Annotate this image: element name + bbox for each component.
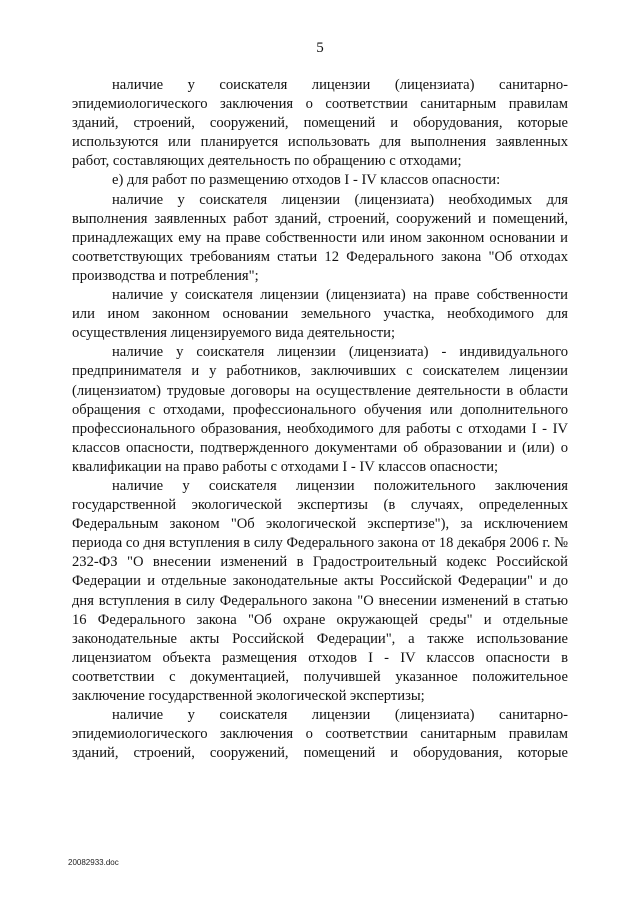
paragraph-item-e-heading: е) для работ по размещению отходов I - IV классов опасности: xyxy=(112,172,501,189)
paragraph-land-plot: наличие у соискателя лицензии (лицензиата) на праве собственности или ином законном основании земельного участка, необходимого для осуществления лицензируемого вида деятельности; xyxy=(72,287,568,342)
document-body xyxy=(72,76,568,763)
footer-filename: 20082933.doc xyxy=(68,858,119,867)
paragraph-sanitary-conclusion: наличие у соискателя лицензии (лицензиата) санитарно-эпидемиологического заключения о соответствии санитарным правилам зданий, строений, сооружений, помещений и оборудования, которые используются или планируется использовать для выполнения заявленных работ, составляющих деятельность по обращению с отходами; xyxy=(72,77,568,170)
paragraph-buildings: наличие у соискателя лицензии (лицензиата) необходимых для выполнения заявленных работ зданий, строений, сооружений и помещений, принадлежащих ему на праве собственности или ином законном основании и соответствующих требованиям статьи 12 Федерального закона "Об отходах производства и потребления"; xyxy=(72,191,568,284)
page-number: 5 xyxy=(316,40,324,56)
paragraph-staff-training: наличие у соискателя лицензии (лицензиата) - индивидуального предпринимателя и у работников, заключивших с соискателем лицензии (лицензиатом) трудовые договоры на осуществление деятельности в области обращения с отходами, профессионального обучения или дополнительного профессионального образования, необходимого для работы с отходами I - IV классов опасности, подтвержденного документами об образовании и (или) о квалификации на право работы с отходами I - IV классов опасности; xyxy=(72,344,568,475)
paragraph-ecological-expertise: наличие у соискателя лицензии положительного заключения государственной экологической экспертизы (в случаях, определенных Федеральным законом "Об экологической экспертизе"), за исключением периода со дня вступления в силу Федерального закона от 18 декабря 2006 г. № 232-ФЗ "О внесении изменений в Градостроительный кодекс Российской Федерации и отдельные законодательные акты Российской Федерации" и до дня вступления в силу Федерального закона "О внесении изменений в статью 16 Федерального закона "Об охране окружающей среды" и отдельные законодательные акты Российской Федерации", а также использование лицензиатом объекта размещения отходов I - IV классов опасности в соответствии с документацией, получившей указанное положительное заключение государственной экологической экспертизы; xyxy=(72,477,568,704)
paragraph-sanitary-conclusion-continued: наличие у соискателя лицензии (лицензиата) санитарно-эпидемиологического заключения о соответствии санитарным правилам зданий, строений, сооружений, помещений и оборудования, которые xyxy=(72,707,568,762)
